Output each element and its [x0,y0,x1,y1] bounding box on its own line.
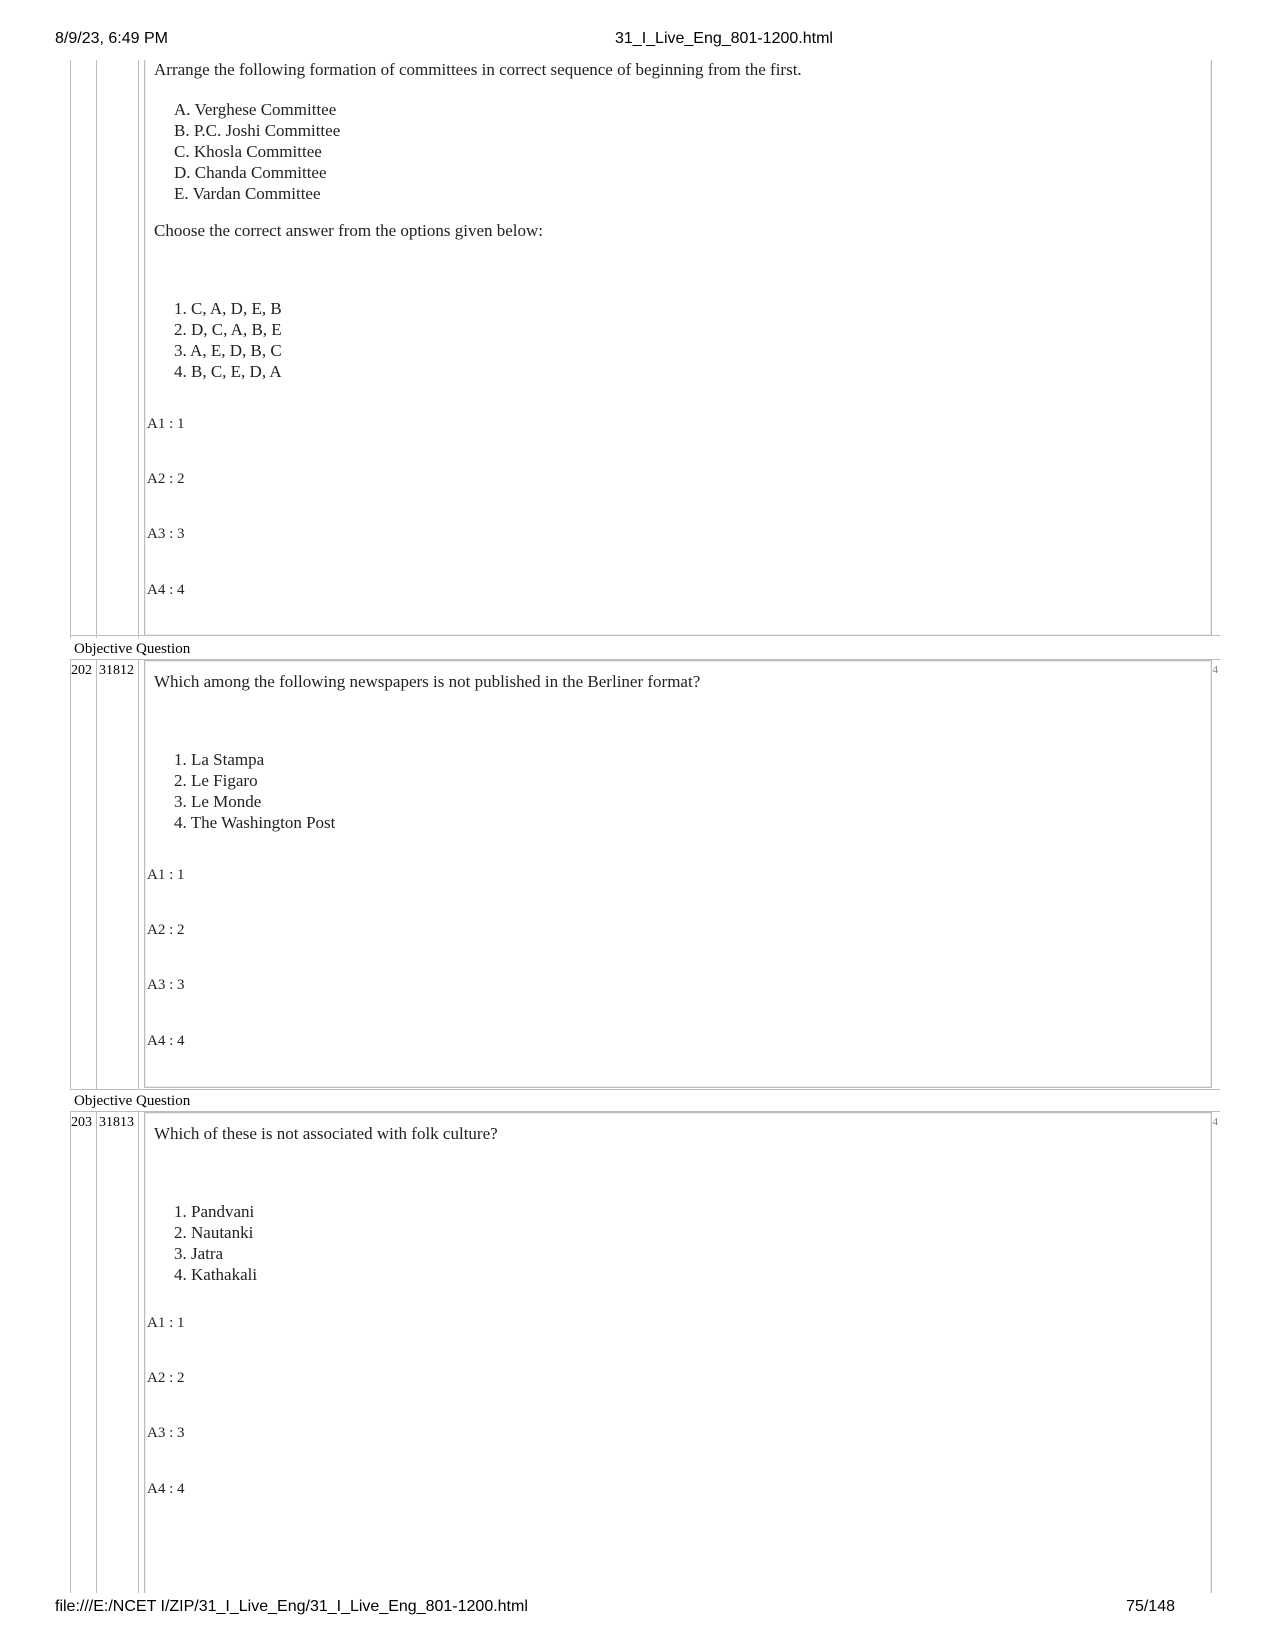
answer-4: A4 : 4 [147,1033,185,1049]
file-path: file:///E:/NCET I/ZIP/31_I_Live_Eng/31_I_Live_Eng_801-1200.html [55,1598,528,1615]
question-203-row [70,1112,1220,1593]
question-202-options [174,749,335,833]
option-item: 4. The Washington Post [174,813,336,832]
answer-3: A3 : 3 [147,1425,185,1441]
question-201-items [174,99,340,204]
list-item: C. Khosla Committee [174,142,322,161]
option-item: 1. C, A, D, E, B [174,299,282,318]
question-203-block [70,1090,1220,1593]
question-201-block [70,60,1220,638]
edge-mark: 4 [1212,664,1218,676]
answer-3: A3 : 3 [147,977,185,993]
answer-1: A1 : 1 [147,1315,185,1331]
print-header [55,30,1175,50]
option-item: 3. A, E, D, B, C [174,341,282,360]
option-item: 3. Le Monde [174,792,262,811]
question-type-label: Objective Question [74,641,191,657]
answer-2: A2 : 2 [147,1370,185,1386]
question-201-options [174,298,282,382]
question-203-options [174,1201,257,1285]
serial-number: 203 [71,1115,92,1130]
edge-mark: 4 [1212,1116,1218,1128]
option-item: 3. Jatra [174,1244,224,1263]
serial-number: 202 [71,663,92,678]
list-item: D. Chanda Committee [174,163,327,182]
page-number: 75/148 [1126,1598,1175,1615]
option-item: 4. Kathakali [174,1265,258,1284]
option-item: 2. D, C, A, B, E [174,320,282,339]
question-type-label: Objective Question [74,1093,191,1109]
option-item: 1. La Stampa [174,750,265,769]
list-item: B. P.C. Joshi Committee [174,121,341,140]
answer-2: A2 : 2 [147,922,185,938]
answer-3: A3 : 3 [147,526,185,542]
question-203-content [144,1112,1212,1593]
answer-4: A4 : 4 [147,1481,185,1497]
print-doc-title: 31_I_Live_Eng_801-1200.html [615,30,833,47]
list-item: A. Verghese Committee [174,100,337,119]
question-202-block [70,638,1220,1090]
option-item: 1. Pandvani [174,1202,255,1221]
option-item: 4. B, C, E, D, A [174,362,282,381]
question-202-row [70,660,1220,1090]
answer-2: A2 : 2 [147,471,185,487]
option-item: 2. Nautanki [174,1223,254,1242]
answer-1: A1 : 1 [147,867,185,883]
print-datetime: 8/9/23, 6:49 PM [55,30,168,47]
question-202-stem: Which among the following newspapers is not published in the Berliner format? [154,672,701,691]
question-203-stem: Which of these is not associated with folk culture? [154,1124,498,1143]
answer-1: A1 : 1 [147,416,185,432]
list-item: E. Vardan Committee [174,184,321,203]
answer-4: A4 : 4 [147,582,185,598]
question-id: 31812 [99,663,134,678]
question-sheet [70,60,1220,1593]
question-202-content [144,660,1212,1088]
print-footer [55,1598,1175,1618]
option-item: 2. Le Figaro [174,771,258,790]
question-id: 31813 [99,1115,134,1130]
question-201-stem: Arrange the following formation of committees in correct sequence of beginning from the first. [154,60,802,79]
question-201-instruction: Choose the correct answer from the options given below: [154,221,544,240]
